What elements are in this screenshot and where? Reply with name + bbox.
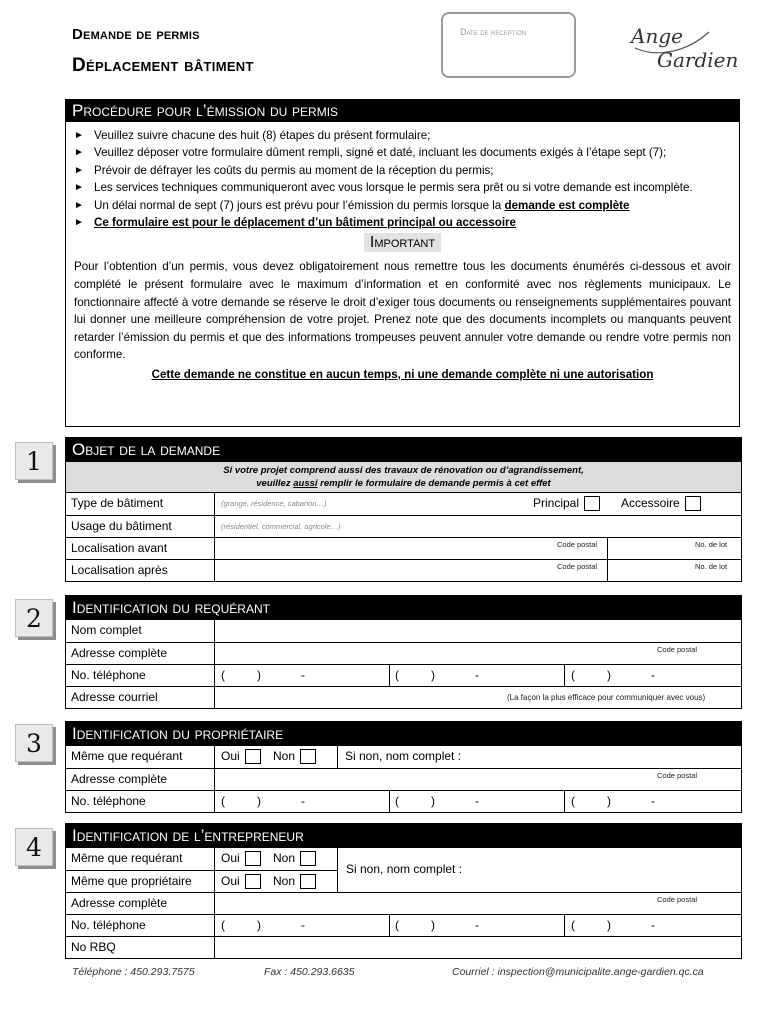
cell-divider — [389, 915, 390, 936]
accessoire-label: Accessoire — [621, 496, 680, 510]
phone-dash: - — [301, 918, 305, 932]
phone-dash: - — [475, 668, 479, 682]
non-checkbox[interactable] — [300, 749, 316, 764]
si-non-label: Si non, nom complet : — [346, 862, 463, 876]
rbq-label: No RBQ — [66, 937, 215, 958]
phone-paren: ) — [607, 794, 611, 808]
list-item-emphasis: demande est complète — [504, 198, 630, 212]
step-number-4: 4 — [15, 828, 53, 866]
section-note — [66, 462, 741, 493]
section-title: Identification du requérant — [66, 596, 741, 620]
nom-complet-label: Nom complet — [66, 620, 215, 642]
phone-dash: - — [475, 918, 479, 932]
phone-paren: ( — [395, 794, 399, 808]
telephone-label: No. téléphone — [66, 791, 215, 812]
adresse-label: Adresse complète — [66, 769, 215, 790]
localisation-apres-label: Localisation après — [66, 560, 215, 581]
phone-paren: ) — [607, 668, 611, 682]
phone-dash: - — [651, 794, 655, 808]
non-label: Non — [273, 749, 296, 763]
adresse-label: Adresse complète — [66, 893, 215, 914]
non-option — [273, 851, 316, 866]
phone-paren: ( — [395, 918, 399, 932]
oui-label: Oui — [221, 874, 240, 888]
phone-dash: - — [651, 668, 655, 682]
phone-paren: ) — [257, 918, 261, 932]
section-proprietaire — [65, 721, 742, 813]
procedure-list — [66, 122, 739, 231]
note-text: remplir le formulaire de demande permis à cet effet — [317, 478, 551, 489]
courriel-field[interactable] — [215, 687, 741, 708]
rbq-field[interactable] — [215, 937, 741, 958]
logo — [627, 18, 739, 80]
principal-label: Principal — [533, 496, 580, 510]
footer-courriel: Courriel : inspection@municipalite.ange-gardien.qc.ca — [452, 966, 704, 978]
oui-option — [221, 874, 261, 889]
list-item: ► Prévoir de défrayer les coûts du permis au moment de la réception du permis; — [74, 162, 729, 179]
procedure-title: Procédure pour l’émission du permis — [66, 100, 739, 122]
telephone-label: No. téléphone — [66, 665, 215, 686]
courriel-label: Adresse courriel — [66, 687, 215, 708]
accessoire-checkbox[interactable] — [685, 496, 701, 511]
date-reception-box — [441, 12, 576, 78]
localisation-avant-label: Localisation avant — [66, 538, 215, 559]
non-option — [273, 874, 316, 889]
telephone-field[interactable] — [215, 915, 741, 936]
phone-paren: ( — [221, 668, 225, 682]
phone-paren: ( — [221, 794, 225, 808]
meme-requerant-label: Même que requérant — [66, 746, 215, 768]
code-postal-label: Code postal — [657, 895, 698, 904]
cell-divider — [564, 665, 565, 686]
telephone-field[interactable] — [215, 665, 741, 686]
meme-proprietaire-label: Même que propriétaire — [66, 871, 215, 892]
phone-paren: ) — [257, 668, 261, 682]
procedure-disclaimer: Cette demande ne constitue en aucun temps, ni une demande complète ni une autorisation — [151, 368, 654, 381]
cell-divider — [337, 746, 338, 768]
note-line — [66, 477, 741, 490]
note-emphasis: aussi — [293, 478, 318, 489]
important-label: Important — [364, 233, 441, 252]
localisation-apres-field[interactable] — [215, 560, 741, 581]
cell-divider — [389, 791, 390, 812]
oui-option — [221, 851, 261, 866]
phone-paren: ( — [221, 918, 225, 932]
phone-paren: ( — [571, 794, 575, 808]
phone-dash: - — [651, 918, 655, 932]
phone-paren: ( — [571, 918, 575, 932]
usage-batiment-label: Usage du bâtiment — [66, 516, 215, 537]
usage-batiment-field[interactable] — [215, 516, 741, 537]
phone-paren: ( — [395, 668, 399, 682]
non-checkbox[interactable] — [300, 851, 316, 866]
phone-dash: - — [301, 794, 305, 808]
no-lot-label: No. de lot — [695, 562, 728, 571]
list-item: ► Veuillez suivre chacune des huit (8) étapes du présent formulaire; — [74, 127, 729, 144]
form-title: Demande de permis — [72, 26, 200, 43]
type-batiment-label: Type de bâtiment — [66, 493, 215, 515]
phone-paren: ) — [257, 794, 261, 808]
cell-divider — [564, 915, 565, 936]
important-heading — [66, 234, 739, 252]
code-postal-label: Code postal — [657, 771, 698, 780]
no-lot-label: No. de lot — [695, 540, 728, 549]
meme-block — [66, 848, 741, 892]
localisation-avant-field[interactable] — [215, 538, 741, 559]
oui-label: Oui — [221, 749, 240, 763]
footer-fax: Fax : 450.293.6635 — [264, 966, 355, 978]
cell-divider — [607, 560, 608, 581]
oui-option — [221, 749, 261, 764]
phone-paren: ) — [607, 918, 611, 932]
si-non-label: Si non, nom complet : — [345, 749, 462, 763]
step-number-1: 1 — [15, 442, 53, 480]
section-objet — [65, 437, 742, 582]
note-line: Si votre projet comprend aussi des travaux de rénovation ou d’agrandissement, — [223, 465, 584, 476]
non-option — [273, 749, 316, 764]
list-item — [74, 214, 729, 231]
non-label: Non — [273, 874, 296, 888]
section-title: Objet de la demande — [66, 438, 741, 462]
cell-divider — [607, 538, 608, 559]
si-non-field[interactable] — [337, 848, 741, 893]
non-checkbox[interactable] — [300, 874, 316, 889]
list-item: ► Veuillez déposer votre formulaire dûment rempli, signé et daté, incluant les documents exigés à l’étape sept (7); — [74, 144, 729, 161]
phone-paren: ) — [431, 918, 435, 932]
phone-paren: ( — [571, 668, 575, 682]
non-label: Non — [273, 851, 296, 865]
oui-checkbox[interactable] — [245, 749, 261, 764]
cell-divider — [564, 791, 565, 812]
step-number-3: 3 — [15, 724, 53, 762]
list-item: ► Les services techniques communiqueront avec vous lorsque le permis sera prêt ou si votre demande est incomplète. — [74, 179, 729, 196]
accessoire-option — [621, 496, 701, 511]
meme-requerant-label: Même que requérant — [66, 848, 215, 870]
footer-telephone: Téléphone : 450.293.7575 — [72, 966, 195, 978]
section-title: Identification de l’entrepreneur — [66, 824, 741, 848]
telephone-field[interactable] — [215, 791, 741, 812]
meme-requerant-field — [215, 746, 741, 768]
note-text: veuillez — [256, 478, 294, 489]
meme-requerant-field — [215, 848, 337, 870]
telephone-label: No. téléphone — [66, 915, 215, 936]
logo-text-gardien: Gardien — [657, 48, 739, 72]
code-postal-label: Code postal — [557, 562, 598, 571]
section-title: Identification du propriétaire — [66, 722, 741, 746]
date-reception-label: Date de reception — [460, 27, 527, 37]
adresse-field[interactable] — [215, 643, 741, 664]
nom-complet-field[interactable] — [215, 620, 741, 642]
adresse-field[interactable] — [215, 893, 741, 914]
oui-label: Oui — [221, 851, 240, 865]
list-item-emphasis: Ce formulaire est pour le déplacement d’un bâtiment principal ou accessoire — [94, 216, 516, 230]
usage-batiment-hint: (résidentiel, commercial, agricole…) — [221, 522, 341, 531]
type-batiment-hint: (grange, résidence, cabanon…) — [221, 499, 327, 508]
adresse-label: Adresse complète — [66, 643, 215, 664]
adresse-field[interactable] — [215, 769, 741, 790]
phone-paren: ) — [431, 668, 435, 682]
code-postal-label: Code postal — [657, 645, 698, 654]
principal-option — [533, 496, 600, 511]
section-entrepreneur — [65, 823, 742, 959]
list-item-text: Un délai normal de sept (7) jours est prévu pour l’émission du permis lorsque la — [94, 198, 505, 212]
step-number-2: 2 — [15, 599, 53, 637]
phone-dash: - — [301, 668, 305, 682]
oui-checkbox[interactable] — [245, 874, 261, 889]
oui-checkbox[interactable] — [245, 851, 261, 866]
courriel-hint: (La façon la plus efficace pour communiquer avec vous) — [507, 693, 706, 702]
procedure-box — [65, 99, 740, 427]
important-paragraph: Pour l’obtention d’un permis, vous devez obligatoirement nous remettre tous les documents énumérés ci-dessous et avoir complété le présent formulaire avec le maximum d’information et en conformité avec nos règlements municipaux. Le fonctionnaire affecté à votre demande se réserve le droit d’exiger tous documents ou renseignements supplémentaires pouvant lui donner une meilleure compréhension de votre projet. Prenez note que des documents incomplets ou manquants peuvent retarder l’émission du permis et que des informations trompeuses peuvent annuler votre demande ou rendre votre permis non conforme. — [74, 260, 731, 362]
form-subtitle: Déplacement bâtiment — [72, 55, 254, 76]
type-batiment-field[interactable] — [215, 493, 741, 515]
code-postal-label: Code postal — [557, 540, 598, 549]
logo-text-ange: Ange — [631, 24, 683, 48]
list-item — [74, 197, 729, 214]
meme-proprietaire-field — [215, 871, 337, 892]
section-requerant — [65, 595, 742, 709]
phone-dash: - — [475, 794, 479, 808]
principal-checkbox[interactable] — [584, 496, 600, 511]
phone-paren: ) — [431, 794, 435, 808]
cell-divider — [389, 665, 390, 686]
